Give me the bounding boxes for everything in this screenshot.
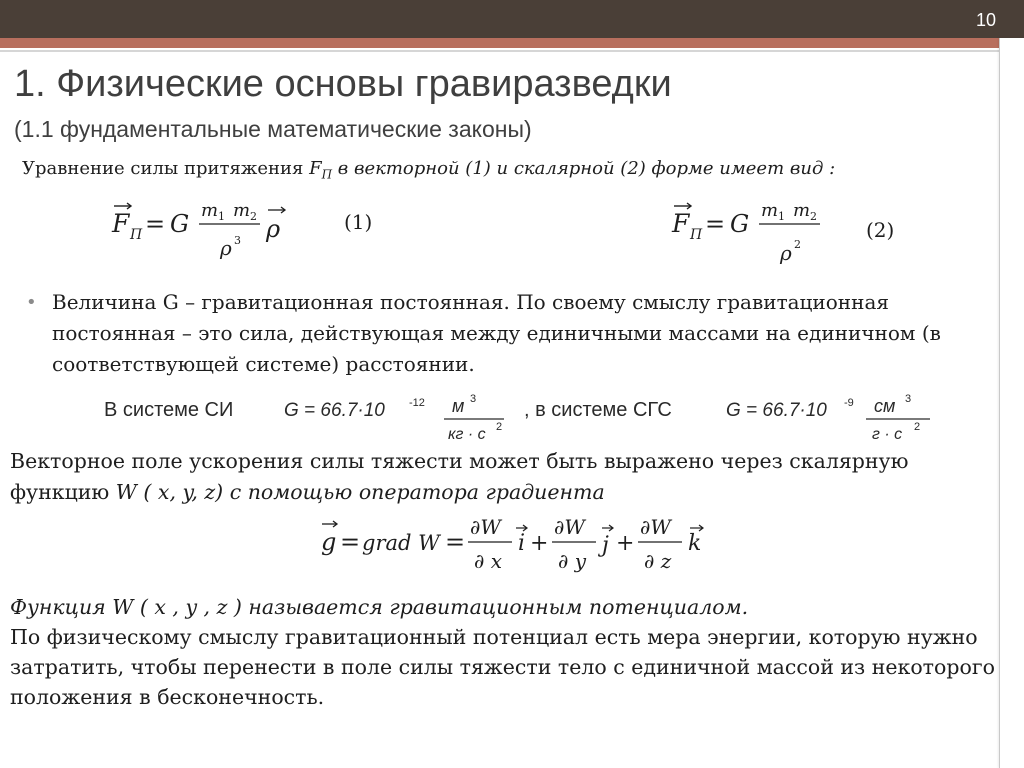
- si-numerator: м: [452, 396, 465, 416]
- page-number: 10: [975, 10, 996, 30]
- force-symbol: F: [309, 158, 322, 179]
- potential-explanation: По физическому смыслу гравитационный потенциал есть мера энергии, которую нужно затратить, чтобы перенести в поле силы тяжести тело с единичной массой из некоторого положения в бесконечность.: [10, 625, 995, 709]
- slide-subtitle: (1.1 фундаментальные математические законы): [14, 116, 532, 142]
- svg-text:=: =: [145, 210, 166, 238]
- svg-text:2: 2: [810, 210, 817, 223]
- si-denominator-exponent: 2: [496, 421, 503, 433]
- intro-text-after: в векторной (1) и скалярной (2) форме имеет вид :: [332, 158, 836, 179]
- svg-text:m: m: [761, 200, 779, 221]
- svg-text:G: G: [170, 210, 190, 238]
- divider-line: [0, 50, 1000, 52]
- bullet-icon: •: [26, 292, 37, 313]
- bullet-text: Величина G – гравитационная постоянная. По своему смыслу гравитационная постоянная – это сила, действующая между единичными массами на единичном (в соответствующей системе) расстоянии.: [52, 290, 941, 376]
- equation-number-2: (2): [866, 218, 895, 242]
- svg-text:ρ: ρ: [780, 241, 792, 265]
- cgs-denominator-exponent: 2: [914, 421, 921, 433]
- svg-text:+: +: [616, 531, 635, 556]
- potential-paragraph: [10, 592, 1000, 712]
- gradient-formula: [318, 512, 738, 578]
- svg-text:ρ: ρ: [220, 236, 232, 260]
- svg-text:m: m: [201, 200, 219, 221]
- svg-text:П: П: [130, 227, 143, 243]
- cgs-value: G = 66.7·10: [726, 400, 827, 421]
- si-exponent: -12: [409, 397, 425, 409]
- svg-text:∂W: ∂W: [554, 515, 585, 539]
- svg-text:i: i: [518, 531, 526, 556]
- gradient-paragraph-italic: W ( x, y, z) с помощью оператора градиента: [115, 480, 605, 504]
- cgs-exponent: -9: [844, 397, 854, 409]
- force-subscript: П: [321, 167, 333, 182]
- svg-text:=: =: [705, 210, 726, 238]
- accent-bar: [0, 38, 1000, 48]
- intro-text: [22, 158, 835, 182]
- svg-text:ρ: ρ: [266, 215, 281, 243]
- svg-text:F: F: [672, 209, 690, 238]
- scalar-gravity-formula: [668, 192, 848, 274]
- svg-text:1: 1: [218, 210, 225, 223]
- svg-text:П: П: [690, 227, 703, 243]
- si-numerator-exponent: 3: [470, 393, 477, 405]
- cgs-numerator-exponent: 3: [905, 393, 912, 405]
- si-denominator: кг · с: [448, 426, 486, 443]
- svg-text:∂W: ∂W: [640, 515, 671, 539]
- si-value: G = 66.7·10: [284, 400, 385, 421]
- potential-definition: Функция W ( x , y , z ) называется гравитационным потенциалом.: [10, 595, 749, 619]
- svg-text:+: +: [530, 531, 549, 556]
- svg-text:∂ y: ∂ y: [558, 549, 586, 573]
- svg-text:j: j: [602, 533, 609, 558]
- svg-text:∂ x: ∂ x: [474, 549, 502, 573]
- page-curl-corner: [999, 38, 1024, 768]
- svg-text:grad W: grad W: [362, 531, 440, 555]
- svg-text:=: =: [340, 528, 361, 556]
- gradient-paragraph: [10, 446, 1000, 508]
- svg-text:=: =: [445, 528, 466, 556]
- svg-text:∂ z: ∂ z: [644, 549, 672, 573]
- svg-text:m: m: [793, 200, 811, 221]
- gradient-paragraph-text: Векторное поле ускорения силы тяжести может быть выражено через скалярную функцию: [10, 449, 909, 504]
- slide-title: 1. Физические основы гравиразведки: [14, 63, 672, 105]
- svg-text:2: 2: [250, 210, 257, 223]
- header-bar: [0, 0, 1024, 38]
- equation-number-1: (1): [344, 210, 373, 234]
- svg-text:k: k: [688, 531, 702, 556]
- svg-text:F: F: [112, 209, 130, 238]
- svg-text:3: 3: [234, 234, 241, 247]
- cgs-label: , в системе СГС: [524, 399, 672, 421]
- intro-text-before: Уравнение силы притяжения: [22, 158, 310, 179]
- svg-text:2: 2: [794, 238, 801, 251]
- si-label: В системе СИ: [104, 399, 234, 421]
- svg-text:∂W: ∂W: [470, 515, 501, 539]
- cgs-denominator: г · с: [872, 426, 903, 443]
- vector-gravity-formula: [108, 192, 308, 274]
- cgs-numerator: см: [874, 396, 896, 416]
- svg-text:g: g: [321, 528, 337, 556]
- svg-text:G: G: [730, 210, 750, 238]
- svg-text:1: 1: [778, 210, 785, 223]
- gravitational-constant-units: [104, 392, 944, 444]
- svg-text:m: m: [233, 200, 251, 221]
